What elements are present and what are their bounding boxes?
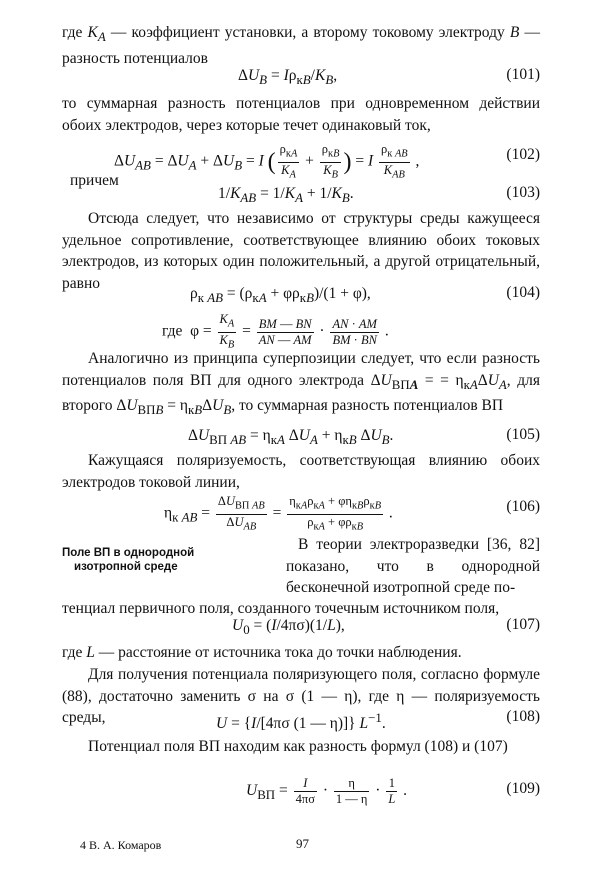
paragraph-10: Потенциал поля ВП находим как разность формул (108) и (107) bbox=[88, 738, 508, 755]
where-label: где bbox=[162, 322, 183, 340]
sidenote-line-2: изотропной среде bbox=[74, 561, 178, 573]
paragraph-3: причем bbox=[70, 172, 119, 189]
paragraph-1: где $K_A$ — коэффициент установки, а второму токовому электроду B — разность потенциалов bbox=[62, 24, 541, 67]
equation-105: $\Delta U_{ВП AB} = \eta_{кA}$ $\Delta U_A + \eta_{кB}$ $\Delta U_B$. bbox=[188, 427, 394, 448]
equation-number-103: (103) bbox=[506, 184, 540, 201]
paragraph-6: Кажущаяся поляризуемость, соответствующая влиянию обоих электродов токовой линии, bbox=[62, 452, 540, 491]
equation-102: $\Delta U_{AB} = \Delta U_A + \Delta U_B = I$ ( $\frac{\rho_{кA}}{K_A}$ + $\frac{\rho_{кB}}{K_B}$ ) = I $\frac{\rho_{к AB}}{K_{AB}}$ , bbox=[114, 142, 420, 180]
page-number: 97 bbox=[296, 836, 309, 851]
equation-104: $\rho_{к AB} = (\rho_{кA} + \varphi\rho_{кB})/(1 + \varphi)$, bbox=[190, 285, 371, 306]
equation-108: U = {I/[4πσ (1 — η)]} $L^{-1}$. bbox=[216, 710, 386, 733]
equation-101: $\Delta U_B = I\rho_{кB}/K_B$, bbox=[238, 67, 338, 88]
paragraph-7: В теории электроразведки [36, 82] показано, что в однородной бесконечной изотропной среде по- bbox=[286, 536, 540, 596]
paragraph-5: Аналогично из принципа суперпозиции следует, что если разность потенциалов поля ВП для одного электрода $\Delta U_{ВПA}$ = = $\eta_{кA}\Delta U_A$, для второго $\Delta U_{ВПB} = \eta_{кB}\Delta U_B$, то суммарная разность потенциалов ВП bbox=[62, 350, 540, 418]
equation-number-109: (109) bbox=[506, 780, 540, 797]
equation-106: $\eta_{к AB}$ = $\frac{\Delta U_{ВП AB}}{\Delta U_{AB}}$ = $\frac{\eta_{кA}\rho_{кA} + \varphi\eta_{кB}\rho_{кB}}{\rho_{кA} + \varphi\rho_{кB}}$ . bbox=[164, 494, 393, 532]
equation-number-104: (104) bbox=[506, 284, 540, 301]
paragraph-8: где L — расстояние от источника тока до точки наблюдения. bbox=[62, 644, 462, 661]
paragraph-7b: тенциал первичного поля, созданного точечным источником поля, bbox=[62, 600, 500, 617]
equation-107: $U_0 = (I/4\pi\sigma)(1/L)$, bbox=[232, 617, 345, 638]
equation-104-where: где φ = $\frac{K_A}{K_B}$ = $\frac{BM — BN}{AN — AM}$ · $\frac{AN \cdot AM}{BM \cdot BN}$ . bbox=[162, 312, 389, 350]
equation-103: $1/K_{AB} = 1/K_A + 1/K_B$. bbox=[218, 185, 354, 206]
footer-signature: 4 В. А. Комаров bbox=[80, 838, 162, 852]
equation-109: $U_{ВП}$ = $\frac{I}{4\pi\sigma}$ · $\frac{\eta}{1 — \eta}$ · $\frac{1}{L}$ . bbox=[246, 776, 408, 806]
equation-number-101: (101) bbox=[506, 66, 540, 83]
equation-number-106: (106) bbox=[506, 498, 540, 515]
paragraph-4: Отсюда следует, что независимо от структуры среды кажущееся удельное сопротивление, соответствующее влиянию обоих токовых электродов, из которых один положительный, а другой отрицательный, равно bbox=[62, 210, 540, 292]
paragraph-9: Для получения потенциала поляризующего поля, согласно формуле (88), достаточно заменить σ на σ (1 — η), где η — поляризуемость среды, bbox=[62, 666, 540, 726]
equation-number-102: (102) bbox=[506, 146, 540, 163]
equation-number-108: (108) bbox=[506, 708, 540, 725]
equation-number-107: (107) bbox=[506, 616, 540, 633]
sidenote-line-1: Поле ВП в однородной bbox=[62, 547, 195, 559]
paragraph-2: то суммарная разность потенциалов при одновременном действии обоих электродов, через которые течет одинаковый ток, bbox=[62, 95, 540, 134]
equation-number-105: (105) bbox=[506, 426, 540, 443]
